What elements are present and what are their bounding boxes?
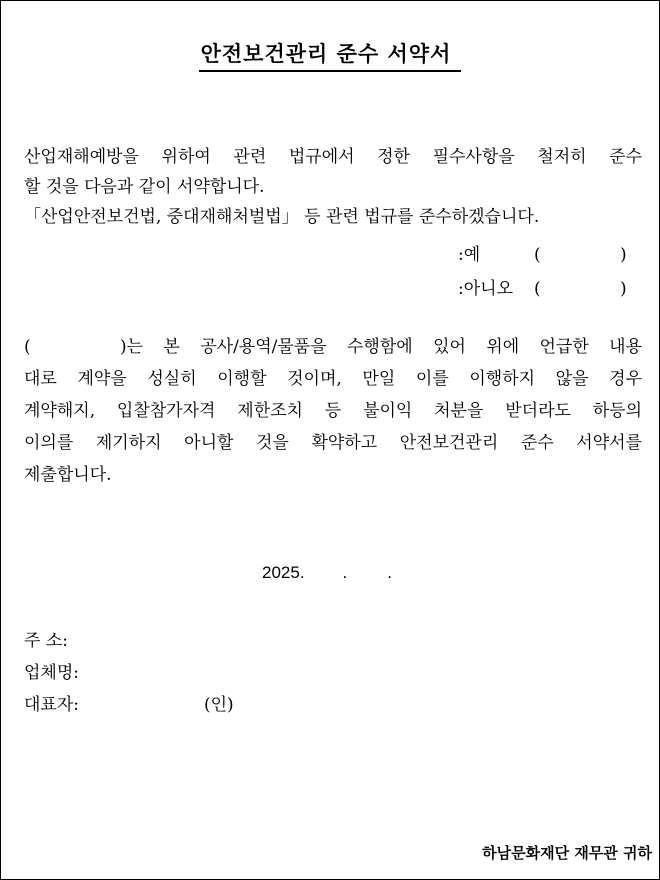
option-yes-paren-close: )	[620, 245, 627, 265]
option-yes-paren-open: (	[534, 245, 541, 265]
intro-line-2: 할 것을 다음과 같이 서약합니다.	[24, 177, 265, 197]
option-no-paren-open: (	[534, 279, 541, 299]
representative-label: 대표자:	[24, 695, 79, 715]
document-title-text: 안전보건관리 준수 서약서	[199, 38, 462, 72]
pledge-paragraph	[24, 331, 642, 491]
option-yes-label: :예	[458, 245, 481, 265]
option-yes[interactable]	[458, 240, 627, 265]
pledge-line-1-text: )는 본 공사/용역/물품을 수행함에 있어 위에 언급한 내용	[120, 337, 642, 357]
document-title	[0, 38, 660, 72]
intro-paragraph	[24, 142, 642, 232]
pledge-line-1	[24, 331, 642, 363]
company-label: 업체명:	[24, 663, 79, 683]
option-no-label: :아니오	[458, 279, 513, 299]
address-label: 주 소:	[24, 631, 68, 651]
pledge-line-4: 이의를 제기하지 아니할 것을 확약하고 안전보건관리 준수 서약서를	[24, 433, 642, 453]
intro-line-3: 「산업안전보건법, 중대재해처벌법」 등 관련 법규를 준수하겠습니다.	[24, 207, 540, 227]
pledge-line-5: 제출합니다.	[24, 465, 112, 485]
date-month-dot: .	[342, 563, 348, 582]
intro-line-1: 산업재해예방을 위하여 관련 법규에서 정한 필수사항을 철저히 준수	[24, 147, 642, 167]
option-no-paren-close: )	[620, 279, 627, 299]
recipient: 하남문화재단 재무관 귀하	[482, 844, 652, 862]
representative-field	[24, 690, 79, 715]
company-blank-open: (	[24, 337, 31, 357]
pledge-line-2: 대로 계약을 성실히 이행할 것이며, 만일 이를 이행하지 않을 경우	[24, 369, 642, 389]
date-day-dot: .	[387, 563, 393, 582]
date-year: 2025.	[262, 563, 305, 582]
company-field	[24, 658, 79, 683]
seal-mark: (인)	[204, 695, 234, 715]
date-line	[262, 563, 392, 583]
option-no[interactable]	[458, 274, 627, 299]
pledge-line-3: 계약해지, 입찰참가자격 제한조치 등 불이익 처분을 받더라도 하등의	[24, 401, 642, 421]
address-field	[24, 626, 68, 651]
